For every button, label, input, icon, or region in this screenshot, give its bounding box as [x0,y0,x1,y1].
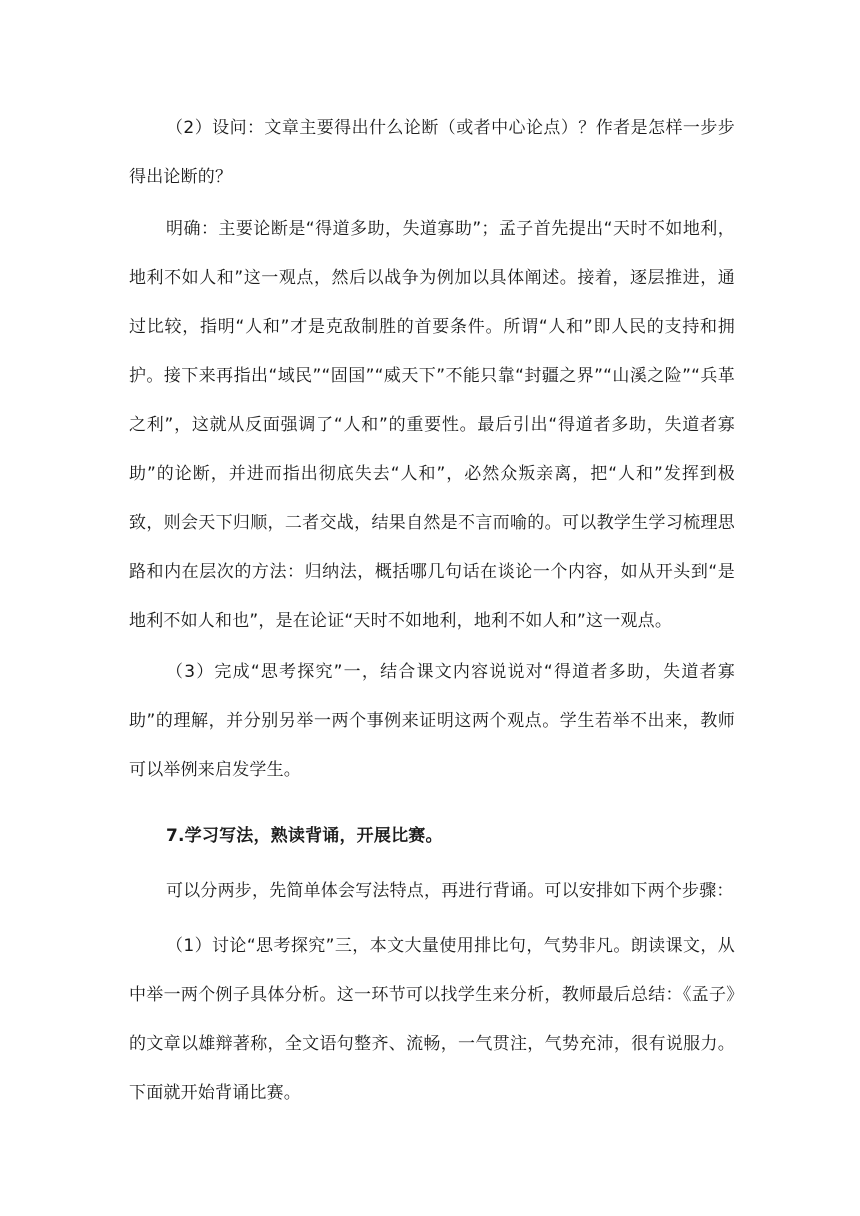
section-heading: 7.学习写法，熟读背诵，开展比赛。 [166,826,443,846]
paragraph-question-2: （2）设问：文章主要得出什么论断（或者中心论点）？作者是怎样一步步得出论断的？ [129,118,735,187]
paragraph-steps-intro: 可以分两步，先简单体会写法特点，再进行背诵。可以安排如下两个步骤： [166,881,734,901]
paragraph-question-3: （3）完成“思考探究”一，结合课文内容说说对“得道者多助，失道者寡助”的理解，并分别另举一两个事例来证明这两个观点。学生若举不出来，教师可以举例来启发学生。 [129,662,735,780]
paragraph-step-1: （1）讨论“思考探究”三，本文大量使用排比句，气势非凡。朗读课文，从中举一两个例子具体分析。这一环节可以找学生来分析，教师最后总结：《孟子》的文章以雄辩著称，全文语句整齐、流畅，一气贯注，气势充沛，很有说服力。下面就开始背诵比赛。 [129,936,735,1103]
paragraph-answer: 明确：主要论断是“得道多助，失道寡助”；孟子首先提出“天时不如地利，地利不如人和”这一观点，然后以战争为例加以具体阐述。接着，逐层推进，通过比较，指明“人和”才是克敌制胜的首要条件。所谓“人和”即人民的支持和拥护。接下来再指出“域民”“固国”“威天下”不能只靠“封疆之界”“山溪之险”“兵革之利”，这就从反面强调了“人和”的重要性。最后引出“得道者多助，失道者寡助”的论断，并进而指出彻底失去“人和”，必然众叛亲离，把“人和”发挥到极致，则会天下归顺，二者交战，结果自然是不言而喻的。可以教学生学习梳理思路和内在层次的方法：归纳法，概括哪几句话在谈论一个内容，如从开头到“是地利不如人和也”，是在论证“天时不如地利，地利不如人和”这一观点。 [129,219,735,631]
